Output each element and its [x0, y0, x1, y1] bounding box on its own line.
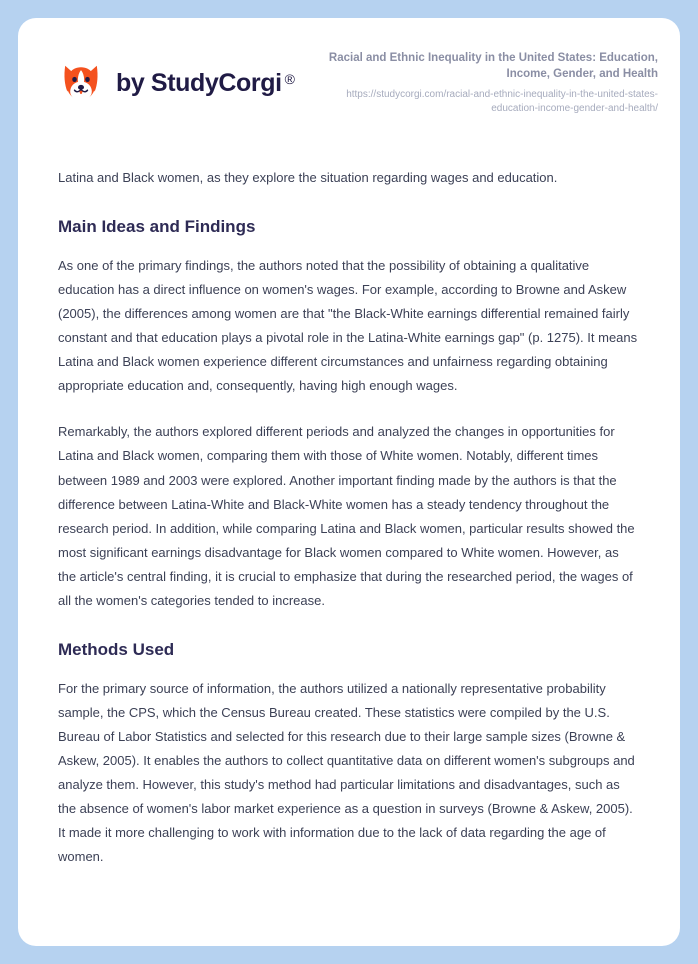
section-heading-main-ideas: Main Ideas and Findings: [58, 217, 256, 237]
document-url[interactable]: https://studycorgi.com/racial-and-ethnic-inequality-in-the-united-states-education-income-gender-and-health/: [346, 89, 658, 114]
section-paragraph: Remarkably, the authors explored different periods and analyzed the changes in opportunities for Latina and Black women, comparing them with those of White women. Notably, different times between 1989 and 2003 were explored. Another important finding made by the authors is that the difference between Latina-White and Black-White women has a steady tendency throughout the research period. In addition, while comparing Latina and Black women, particular results showed the most significant earnings disadvantage for Black women compared to White women. However, as the article's central finding, it is crucial to emphasize that during the researched period, the wages of all the women's categories tended to increase.: [58, 424, 635, 608]
section-heading-methods-used: Methods Used: [58, 639, 175, 659]
document-header: [18, 18, 680, 148]
brand-wordmark: [116, 68, 295, 97]
corgi-face-icon: [58, 60, 104, 106]
brand-name-label: by StudyCorgi: [116, 68, 282, 97]
document-page-card: [18, 18, 680, 946]
registered-trademark-icon: ®: [284, 70, 295, 87]
document-title: Racial and Ethnic Inequality in the United States: Education, Income, Gender, and Health: [328, 51, 658, 80]
lead-paragraph: Latina and Black women, as they explore the situation regarding wages and education.: [58, 170, 558, 185]
document-body: [18, 148, 680, 869]
section-paragraph: As one of the primary findings, the authors noted that the possibility of obtaining a qualitative education has a direct influence on women's wages. For example, according to Browne and Askew (2005), the differences among women are that "the Black-White earnings differential remained fairly constant and that education plays a pivotal role in the Latina-White earnings gap" (p. 1275). It means Latina and Black women experience different circumstances and unfairness regarding obtaining appropriate education and, consequently, having high enough wages.: [58, 258, 638, 394]
section-paragraph: For the primary source of information, the authors utilized a nationally representative probability sample, the CPS, which the Census Bureau created. These statistics were compiled by the U.S. Bureau of Labor Statistics and selected for this research due to their large sample sizes (Browne & Askew, 2005). It enables the authors to collect quantitative data on different women's subgroups and analyze them. However, this study's method had particular limitations and disadvantages, such as the absence of women's labor market experience as a question in surveys (Browne & Askew, 2005). It made it more challenging to work with information due to the lack of data regarding the age of women.: [58, 680, 635, 865]
studycorgi-brand: [58, 60, 295, 106]
document-meta: [318, 51, 658, 115]
